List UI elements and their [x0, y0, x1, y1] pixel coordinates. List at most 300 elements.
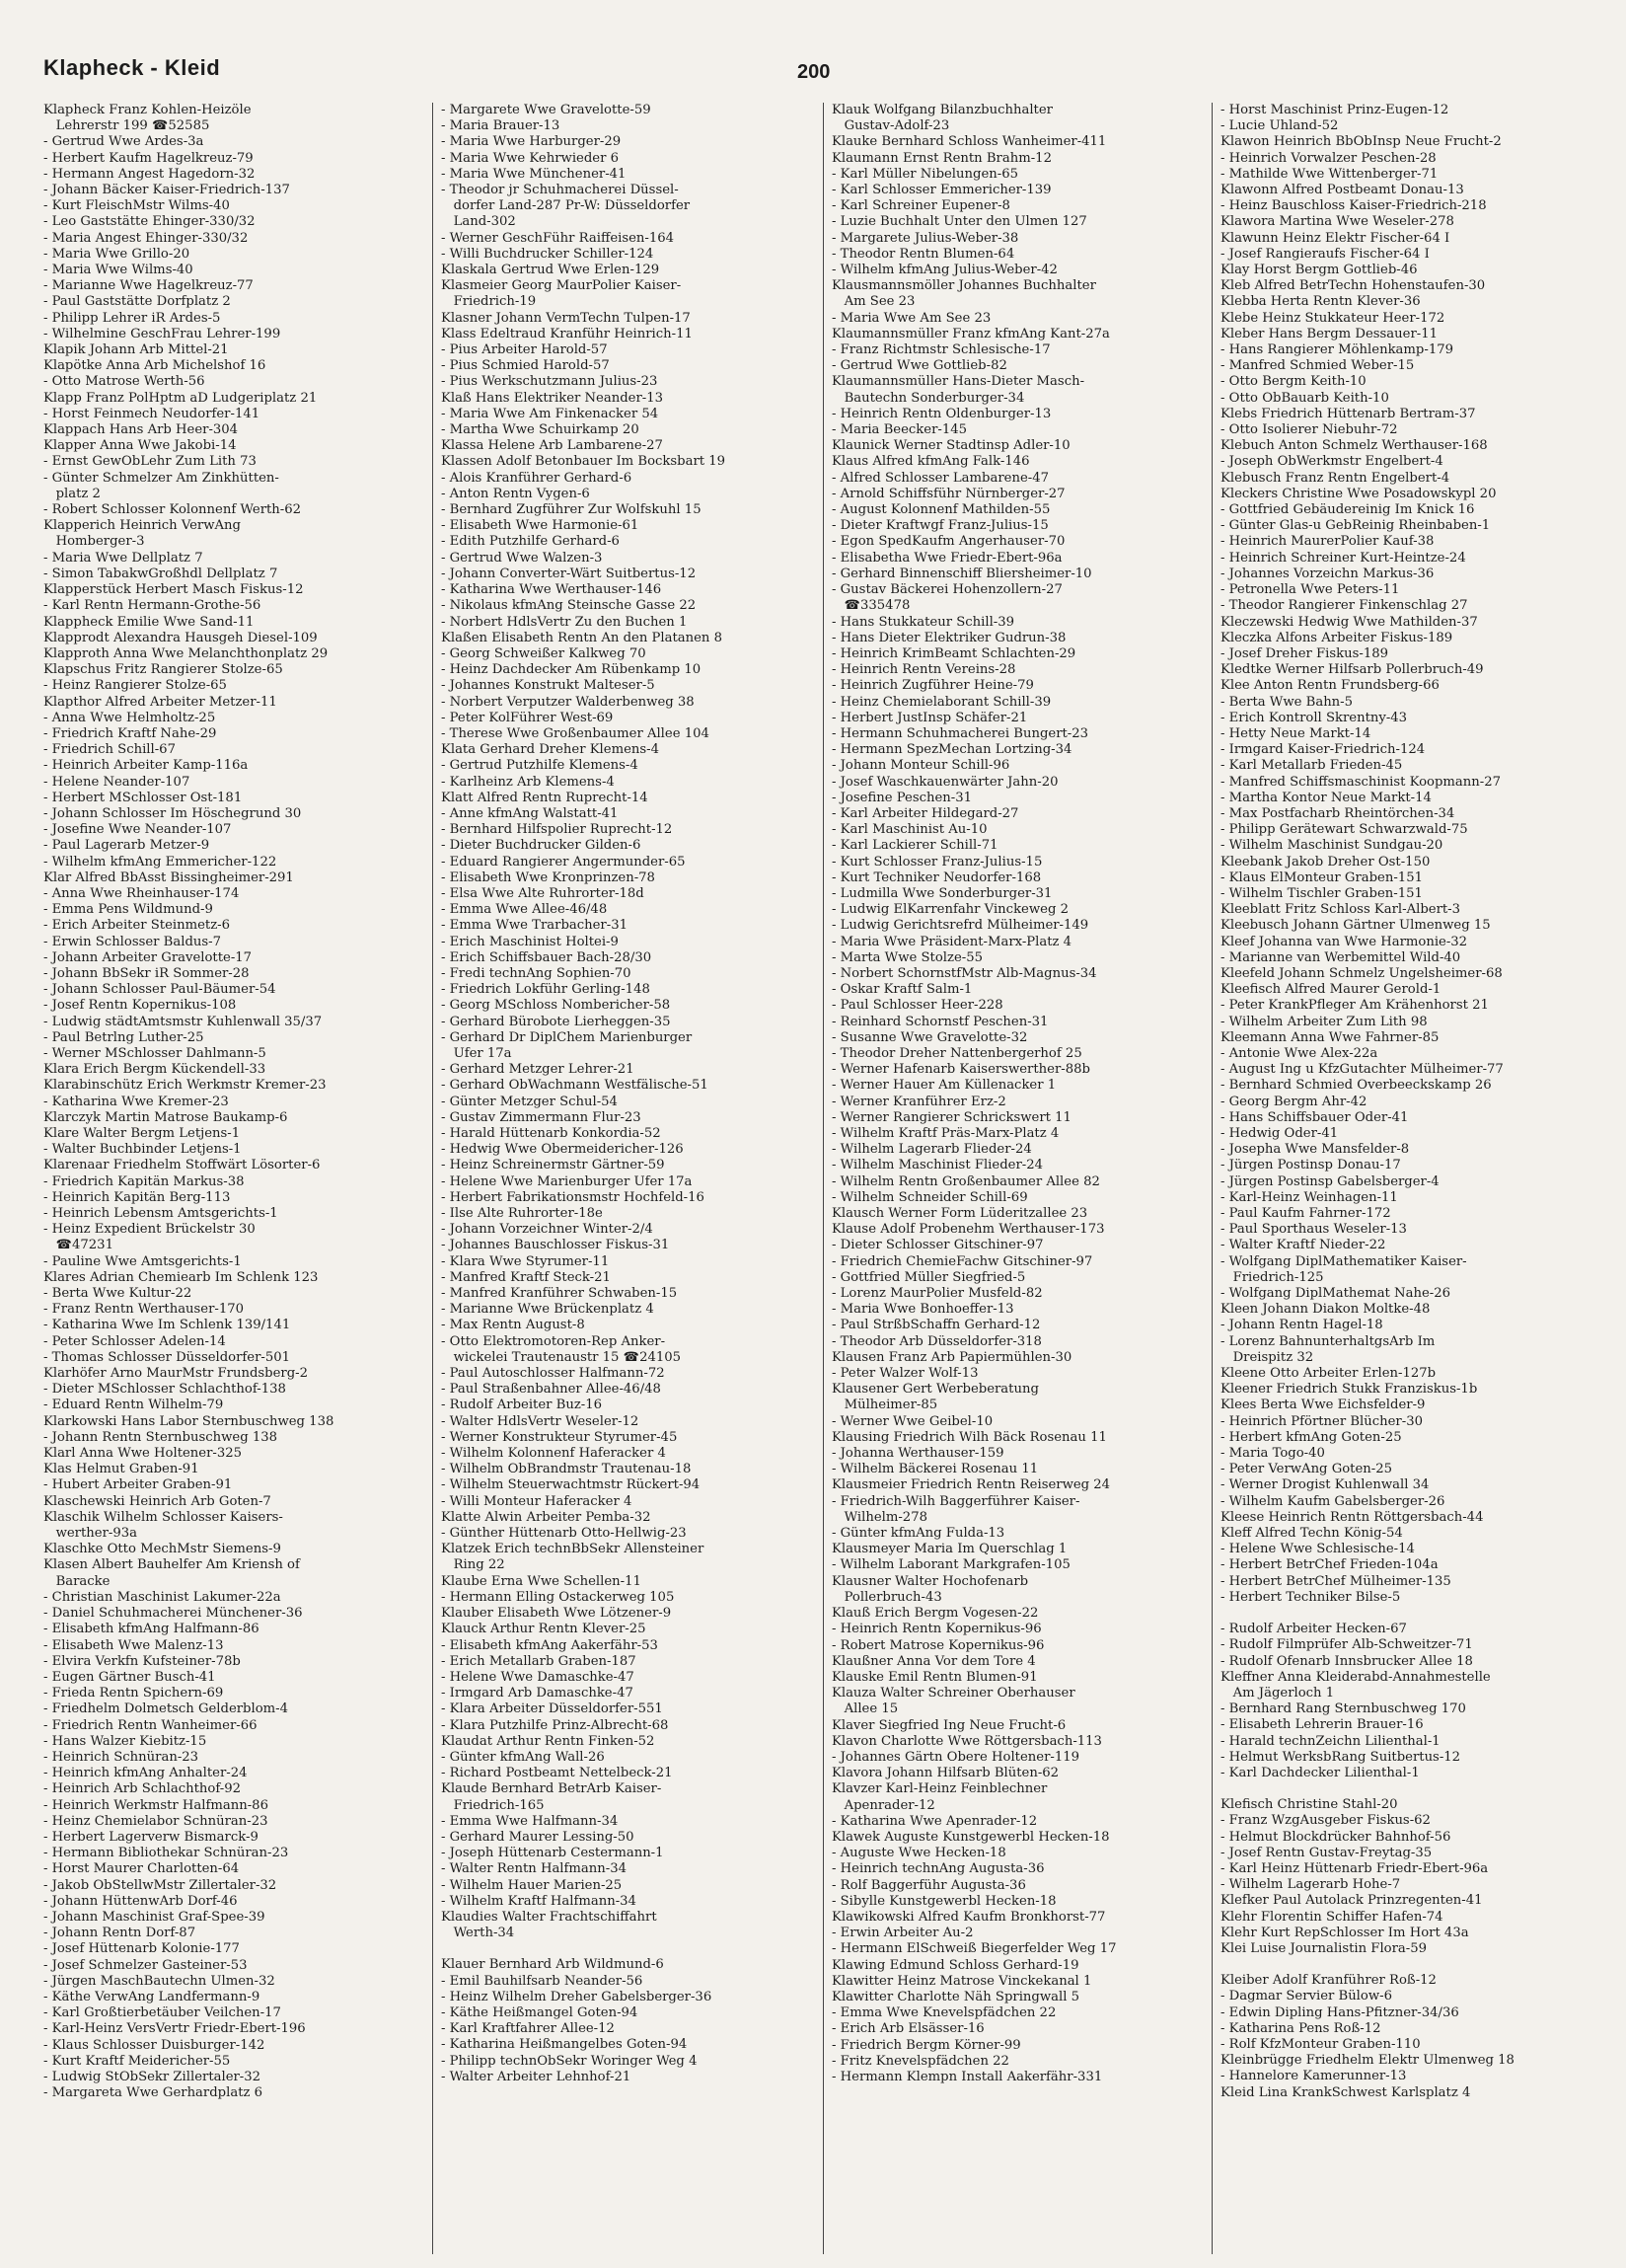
directory-entry: - Friedrich ChemieFachw Gitschiner-97 [832, 1253, 1093, 1269]
directory-entry: - Helmut WerksbRang Suitbertus-12 [1220, 1749, 1461, 1765]
directory-entry: - Otto Matrose Werth-56 [43, 374, 205, 390]
directory-entry: - Karl Dachdecker Lilienthal-1 [1220, 1765, 1420, 1780]
directory-entry: - Max Rentn August-8 [441, 1318, 585, 1333]
directory-entry: Klassa Helene Arb Lambarene-27 [441, 438, 663, 454]
directory-entry: - Sibylle Kunstgewerbl Hecken-18 [832, 1893, 1057, 1909]
directory-entry: - Walter Rentn Halfmann-34 [441, 1861, 627, 1877]
directory-entry: Klaußner Anna Vor dem Tore 4 [832, 1653, 1036, 1669]
directory-entry: - Elsa Wwe Alte Ruhrorter-18d [441, 885, 644, 901]
directory-entry: - Margareta Wwe Gerhardplatz 6 [43, 2085, 263, 2101]
directory-entry: - Elisabeth Wwe Malenz-13 [43, 1637, 224, 1653]
directory-entry: - Hermann Angest Hagedorn-32 [43, 166, 256, 182]
directory-entry: Klapprodt Alexandra Hausgeh Diesel-109 [43, 630, 318, 645]
directory-column-2 [432, 103, 816, 2254]
directory-entry: Kleebank Jakob Dreher Ost-150 [1220, 854, 1431, 869]
directory-entry: - Elvira Verkfn Kufsteiner-78b [43, 1653, 241, 1669]
directory-entry: - Dieter Schlosser Gitschiner-97 [832, 1238, 1044, 1253]
page-header [43, 55, 1583, 95]
directory-entry: - Josef Hüttenarb Kolonie-177 [43, 1941, 240, 1957]
directory-entry: - Daniel Schuhmacherei Münchener-36 [43, 1606, 303, 1622]
directory-entry: Klausen Franz Arb Papiermühlen-30 [832, 1349, 1072, 1365]
directory-entry: - Walter Buchbinder Letjens-1 [43, 1142, 242, 1158]
directory-entry: - Helene Wwe Schlesische-14 [1220, 1542, 1415, 1557]
directory-entry: - Wilhelm Laborant Markgrafen-105 [832, 1557, 1071, 1573]
directory-entry: - Wilhelm Tischler Graben-151 [1220, 885, 1423, 901]
directory-entry: Klaschke Otto MechMstr Siemens-9 [43, 1542, 281, 1557]
directory-entry: - Pauline Wwe Amtsgerichts-1 [43, 1253, 242, 1269]
directory-entry: - Marianne van Werbemittel Wild-40 [1220, 949, 1461, 965]
directory-entry: Klappach Hans Arb Heer-304 [43, 422, 239, 438]
directory-entry: Kleemann Anna Wwe Fahrner-85 [1220, 1029, 1440, 1045]
directory-entry: Klaschik Wilhelm Schlosser Kaisers- [43, 1509, 283, 1525]
directory-entry: - Wilhelm Rentn Großenbaumer Allee 82 [832, 1173, 1100, 1189]
directory-entry: - Norbert HdlsVertr Zu den Buchen 1 [441, 614, 688, 630]
directory-entry: Klaumann Ernst Rentn Brahm-12 [832, 150, 1052, 166]
directory-entry: - Erich Kontroll Skrentny-43 [1220, 710, 1408, 725]
directory-entry: - Werner GeschFühr Raiffeisen-164 [441, 230, 675, 246]
directory-entry: - Katharina Heißmangelbes Goten-94 [441, 2037, 688, 2053]
directory-entry: - Josef Schmelzer Gasteiner-53 [43, 1957, 248, 1973]
directory-entry: - Katharina Wwe Im Schlenk 139/141 [43, 1318, 291, 1333]
directory-entry: - Klara Wwe Styrumer-11 [441, 1253, 610, 1269]
directory-entry: - Heinrich Arbeiter Kamp-116a [43, 758, 249, 774]
directory-entry: - Emma Wwe Halfmann-34 [441, 1813, 619, 1829]
directory-entry: - Paul Schlosser Heer-228 [832, 998, 1003, 1014]
directory-entry: - Herbert BetrChef Mülheimer-135 [1220, 1573, 1451, 1589]
directory-entry: - Karl Heinz Hüttenarb Friedr-Ebert-96a [1220, 1860, 1489, 1876]
directory-entry: Klarl Anna Wwe Holtener-325 [43, 1446, 243, 1462]
directory-entry: - Katharina Wwe Werthauser-146 [441, 582, 662, 598]
directory-entry: - Hubert Arbeiter Graben-91 [43, 1477, 233, 1493]
directory-entry: - Rudolf Ofenarb Innsbrucker Allee 18 [1220, 1653, 1473, 1669]
directory-entry: - Ludwig ElKarrenfahr Vinckeweg 2 [832, 902, 1069, 918]
directory-entry: - Herbert BetrChef Frieden-104a [1220, 1557, 1439, 1573]
directory-entry: - Manfred Schmied Weber-15 [1220, 358, 1415, 374]
directory-entry: - Christian Maschinist Lakumer-22a [43, 1589, 281, 1605]
directory-entry: - Gertrud Wwe Ardes-3a [43, 134, 204, 150]
directory-entry: - Walter Arbeiter Lehnhof-21 [441, 2069, 631, 2084]
directory-entry: - Margarete Wwe Gravelotte-59 [441, 103, 651, 117]
directory-entry: - Norbert SchornstfMstr Alb-Magnus-34 [832, 965, 1097, 981]
directory-entry: - Hermann Bibliothekar Schnüran-23 [43, 1846, 289, 1861]
directory-entry: - Johann Rentn Sternbuschweg 138 [43, 1429, 278, 1445]
directory-entry: - Werner MSchlosser Dahlmann-5 [43, 1045, 266, 1061]
directory-entry: Klauß Erich Bergm Vogesen-22 [832, 1606, 1039, 1622]
directory-entry: Kleefeld Johann Schmelz Ungelsheimer-68 [1220, 965, 1503, 981]
directory-entry: - Manfred Schiffsmaschinist Koopmann-27 [1220, 774, 1502, 790]
directory-entry: Friedrich-125 [1220, 1269, 1324, 1285]
directory-entry: - Johann Rentn Hagel-18 [1220, 1318, 1383, 1333]
directory-entry: Klawonn Alfred Postbeamt Donau-13 [1220, 183, 1464, 198]
directory-entry: - Helene Wwe Marienburger Ufer 17a [441, 1173, 693, 1189]
directory-entry: - Max Postfacharb Rheintörchen-34 [1220, 805, 1455, 821]
directory-entry: - Werner Rangierer Schrickswert 11 [832, 1109, 1072, 1125]
directory-entry: - Rolf Baggerführ Augusta-36 [832, 1877, 1026, 1893]
directory-entry: - Harald technZeichn Lilienthal-1 [1220, 1733, 1441, 1749]
directory-entry: - Klaus ElMonteur Graben-151 [1220, 869, 1423, 885]
directory-entry: Kleese Heinrich Rentn Röttgersbach-44 [1220, 1509, 1484, 1525]
directory-entry: - Johannes Bauschlosser Fiskus-31 [441, 1238, 670, 1253]
directory-entry: - Therese Wwe Großenbaumer Allee 104 [441, 725, 709, 741]
directory-entry: - Paul Betrlng Luther-25 [43, 1029, 204, 1045]
directory-entry: Klauber Elisabeth Wwe Lötzener-9 [441, 1606, 672, 1622]
directory-entry: Kleb Alfred BetrTechn Hohenstaufen-30 [1220, 278, 1486, 294]
directory-entry: - Hans Schiffsbauer Oder-41 [1220, 1109, 1409, 1125]
directory-entry: - Heinrich Lebensm Amtsgerichts-1 [43, 1206, 278, 1222]
directory-entry: - Ernst GewObLehr Zum Lith 73 [43, 454, 257, 470]
directory-entry: - Manfred Kraftf Steck-21 [441, 1269, 611, 1285]
directory-entry: - Pius Werkschutzmann Julius-23 [441, 374, 658, 390]
directory-entry: - Bernhard Schmied Overbeeckskamp 26 [1220, 1078, 1492, 1094]
directory-entry: - Wilhelm kfmAng Julius-Weber-42 [832, 263, 1058, 278]
directory-entry: - Walter Kraftf Nieder-22 [1220, 1238, 1386, 1253]
directory-entry: - Herbert Kaufm Hagelkreuz-79 [43, 150, 254, 166]
directory-entry: - Leo Gaststätte Ehinger-330/32 [43, 214, 256, 230]
directory-entry: - Heinz Chemielaborant Schill-39 [832, 694, 1052, 710]
directory-entry: - Wilhelm Kaufm Gabelsberger-26 [1220, 1493, 1445, 1509]
directory-entry: - Robert Schlosser Kolonnenf Werth-62 [43, 502, 302, 518]
directory-entry: - Wilhelm Kolonnenf Haferacker 4 [441, 1446, 666, 1462]
directory-entry: - Heinrich Schreiner Kurt-Heintze-24 [1220, 550, 1466, 566]
directory-entry: Ring 22 [441, 1557, 505, 1573]
directory-entry: - Heinrich MaurerPolier Kauf-38 [1220, 534, 1435, 550]
directory-entry: Klapproth Anna Wwe Melanchthonplatz 29 [43, 645, 329, 661]
directory-entry: - Hedwig Wwe Obermeidericher-126 [441, 1142, 684, 1158]
directory-entry: - Anne kfmAng Walstatt-41 [441, 805, 619, 821]
directory-entry: Pollerbruch-43 [832, 1589, 942, 1605]
directory-entry: Klausmeier Friedrich Rentn Reiserweg 24 [832, 1477, 1111, 1493]
page-number: 200 [797, 61, 831, 83]
directory-entry: - Robert Matrose Kopernikus-96 [832, 1637, 1045, 1653]
directory-entry: - Eduard Rentn Wilhelm-79 [43, 1398, 224, 1413]
directory-entry: Klapperstück Herbert Masch Fiskus-12 [43, 582, 304, 598]
directory-entry: - Emma Wwe Knevelspfädchen 22 [832, 2005, 1057, 2021]
directory-entry: Klee Anton Rentn Frundsberg-66 [1220, 678, 1440, 694]
directory-entry: - Hans Rangierer Möhlenkamp-179 [1220, 342, 1453, 358]
directory-entry: - Elisabeth kfmAng Aakerfähr-53 [441, 1637, 658, 1653]
directory-entry: - Gerhard Bürobote Lierheggen-35 [441, 1014, 671, 1029]
directory-entry: - Johann HüttenwArb Dorf-46 [43, 1893, 238, 1909]
directory-entry: Klass Edeltraud Kranführ Heinrich-11 [441, 326, 693, 341]
directory-entry: - Erwin Arbeiter Au-2 [832, 1926, 974, 1941]
directory-entry: - Heinrich Werkmstr Halfmann-86 [43, 1797, 268, 1813]
directory-entry: - Hermann Klempn Install Aakerfähr-331 [832, 2069, 1103, 2084]
directory-entry: - Heinrich Rentn Vereins-28 [832, 662, 1016, 678]
directory-entry: - Arnold Schiffsführ Nürnberger-27 [832, 486, 1066, 501]
directory-entry: Klawing Edmund Schloss Gerhard-19 [832, 1957, 1079, 1973]
directory-entry: - Josef Rangieraufs Fischer-64 I [1220, 246, 1430, 262]
directory-entry: - Bernhard Hilfspolier Ruprecht-12 [441, 822, 673, 838]
directory-entry: Kleczewski Hedwig Wwe Mathilden-37 [1220, 614, 1478, 630]
directory-entry: - Dieter Buchdrucker Gilden-6 [441, 838, 641, 854]
directory-entry: - Edwin Dipling Hans-Pfitzner-34/36 [1220, 2004, 1459, 2020]
directory-entry: Klapperich Heinrich VerwAng [43, 518, 241, 534]
directory-entry: - Heinrich Schnüran-23 [43, 1749, 199, 1765]
directory-entry: - Lucie Uhland-52 [1220, 118, 1339, 134]
directory-entry: - Gerhard ObWachmann Westfälische-51 [441, 1078, 708, 1094]
directory-entry: - Klara Putzhilfe Prinz-Albrecht-68 [441, 1717, 669, 1733]
directory-entry: Friedrich-165 [441, 1797, 545, 1813]
directory-entry: - Theodor Rangierer Finkenschlag 27 [1220, 598, 1468, 614]
directory-entry: - Maria Wwe Kehrwieder 6 [441, 150, 619, 166]
directory-entry: - Josef Rentn Gustav-Freytag-35 [1220, 1845, 1433, 1860]
directory-entry: - Johannes Vorzeichn Markus-36 [1220, 566, 1435, 581]
directory-entry: - Otto Isolierer Niebuhr-72 [1220, 422, 1398, 438]
directory-entry: Klas Helmut Graben-91 [43, 1462, 199, 1477]
directory-entry: Friedrich-19 [441, 294, 537, 310]
directory-column-4 [1212, 103, 1595, 2254]
directory-entry: - Rudolf Arbeiter Hecken-67 [1220, 1622, 1407, 1637]
directory-entry: - Elisabeth Lehrerin Brauer-16 [1220, 1717, 1424, 1733]
directory-entry: - Werner Wwe Geibel-10 [832, 1413, 994, 1429]
directory-entry: - Herbert Techniker Bilse-5 [1220, 1589, 1401, 1605]
directory-entry: - Käthe Heißmangel Goten-94 [441, 2004, 638, 2020]
directory-entry: - Dieter MSchlosser Schlachthof-138 [43, 1382, 286, 1398]
directory-entry: - Heinz Schreinermstr Gärtner-59 [441, 1158, 665, 1173]
directory-entry: - Gertrud Putzhilfe Klemens-4 [441, 758, 638, 774]
directory-entry: Klawitter Charlotte Näh Springwall 5 [832, 1989, 1080, 2004]
directory-entry: Kleid Lina KrankSchwest Karlsplatz 4 [1220, 2084, 1471, 2100]
directory-entry: - Willi Monteur Haferacker 4 [441, 1493, 632, 1509]
directory-entry: Werth-34 [441, 1926, 515, 1941]
directory-entry: - Werner Hafenarb Kaiserswerther-88b [832, 1062, 1090, 1078]
directory-entry: Klausener Gert Werbeberatung [832, 1382, 1039, 1398]
directory-entry: - Johann Arbeiter Gravelotte-17 [43, 949, 253, 965]
directory-entry: - Maria Wwe Grillo-20 [43, 246, 190, 262]
directory-entry: Klapp Franz PolHptm aD Ludgeriplatz 21 [43, 390, 318, 406]
directory-entry: - Günter Glas-u GebReinig Rheinbaben-1 [1220, 518, 1491, 534]
directory-entry: - Wilhelm Hauer Marien-25 [441, 1877, 623, 1893]
directory-entry: - Harald Hüttenarb Konkordia-52 [441, 1126, 661, 1141]
directory-entry: - Horst Maurer Charlotten-64 [43, 1861, 240, 1877]
directory-entry: - Otto ObBauarb Keith-10 [1220, 390, 1389, 406]
directory-entry: - Peter Schlosser Adelen-14 [43, 1333, 226, 1349]
directory-entry: Klasmeier Georg MaurPolier Kaiser- [441, 278, 682, 294]
directory-entry: - Heinz Chemielabor Schnüran-23 [43, 1813, 268, 1829]
directory-entry: - Pius Schmied Harold-57 [441, 358, 610, 374]
directory-entry: - Thomas Schlosser Düsseldorfer-501 [43, 1349, 291, 1365]
directory-entry: - Maria Beecker-145 [832, 422, 968, 438]
directory-entry: - Georg MSchloss Nombericher-58 [441, 998, 671, 1014]
directory-entry: - August Ing u KfzGutachter Mülheimer-77 [1220, 1062, 1504, 1078]
directory-entry: platz 2 [43, 486, 101, 501]
directory-entry: - Katharina Wwe Apenrader-12 [832, 1813, 1038, 1829]
directory-columns [43, 103, 1589, 2254]
directory-entry: - Manfred Kranführer Schwaben-15 [441, 1286, 678, 1302]
directory-entry: - Karl Rentn Hermann-Grothe-56 [43, 598, 261, 614]
directory-entry: - Johann Rentn Dorf-87 [43, 1926, 196, 1941]
directory-entry: - Jakob ObStellwMstr Zillertaler-32 [43, 1877, 277, 1893]
directory-entry: Klaver Siegfried Ing Neue Frucht-6 [832, 1717, 1067, 1733]
directory-entry: - Rolf KfzMonteur Graben-110 [1220, 2036, 1421, 2052]
directory-entry: - Maria Togo-40 [1220, 1446, 1325, 1462]
directory-entry: - Heinrich Rentn Oldenburger-13 [832, 406, 1052, 421]
directory-entry: - Emma Pens Wildmund-9 [43, 902, 213, 918]
directory-entry: - Theodor Dreher Nattenbergerhof 25 [832, 1045, 1082, 1061]
directory-entry: - Dieter Kraftwgf Franz-Julius-15 [832, 518, 1049, 534]
directory-entry: - Gertrud Wwe Walzen-3 [441, 550, 603, 566]
directory-entry: - Maria Wwe Harburger-29 [441, 134, 622, 150]
directory-entry: - Helene Neander-107 [43, 774, 190, 790]
directory-entry: - Kurt FleischMstr Wilms-40 [43, 198, 230, 214]
directory-entry: - Franz Richtmstr Schlesische-17 [832, 342, 1051, 358]
directory-entry: - Ludwig Gerichtsrefrd Mülheimer-149 [832, 918, 1089, 934]
directory-entry: - Elisabeth Wwe Kronprinzen-78 [441, 869, 655, 885]
directory-entry: Kleinbrügge Friedhelm Elektr Ulmenweg 18 [1220, 2053, 1515, 2069]
directory-entry: - Katharina Pens Roß-12 [1220, 2020, 1381, 2036]
directory-entry: - Rudolf Arbeiter Buz-16 [441, 1398, 603, 1413]
directory-entry: Klarenaar Friedhelm Stoffwärt Lösorter-6 [43, 1158, 321, 1173]
directory-entry: - Paul Gaststätte Dorfplatz 2 [43, 294, 231, 310]
directory-entry: Klauke Bernhard Schloss Wanheimer-411 [832, 134, 1107, 150]
directory-entry: - Walter HdlsVertr Weseler-12 [441, 1413, 639, 1429]
directory-entry: Klawora Martina Wwe Weseler-278 [1220, 214, 1454, 230]
directory-entry: - Wilhelm Kraftf Präs-Marx-Platz 4 [832, 1126, 1060, 1141]
directory-entry: Allee 15 [832, 1701, 899, 1717]
directory-entry: - Gerhard Maurer Lessing-50 [441, 1829, 634, 1845]
directory-entry: - Karl Arbeiter Hildegard-27 [832, 805, 1019, 821]
directory-entry: - Heinrich Pförtner Blücher-30 [1220, 1413, 1423, 1429]
directory-entry: Klehr Kurt RepSchlosser Im Hort 43a [1220, 1925, 1469, 1940]
directory-entry [1220, 1606, 1595, 1622]
directory-entry: - Otto Elektromotoren-Rep Anker- [441, 1333, 666, 1349]
directory-entry: wickelei Trautenaustr 15 ☎24105 [441, 1349, 682, 1365]
directory-entry: - Erich Maschinist Holtei-9 [441, 934, 619, 949]
directory-entry: - Edith Putzhilfe Gerhard-6 [441, 534, 620, 550]
directory-entry: - Karl-Heinz VersVertr Friedr-Ebert-196 [43, 2021, 306, 2037]
directory-entry: - Friedrich Rentn Wanheimer-66 [43, 1717, 258, 1733]
directory-entry: - Petronella Wwe Peters-11 [1220, 582, 1400, 598]
directory-entry: - Jürgen MaschBautechn Ulmen-32 [43, 1973, 275, 1989]
directory-entry: - Friedrich Bergm Körner-99 [832, 2037, 1021, 2053]
directory-entry: - Anna Wwe Rheinhauser-174 [43, 885, 240, 901]
directory-entry: - Klara Arbeiter Düsseldorfer-551 [441, 1701, 663, 1717]
directory-entry: - Bernhard Zugführer Zur Wolfskuhl 15 [441, 502, 702, 518]
directory-entry: Klausmannsmöller Johannes Buchhalter [832, 278, 1096, 294]
directory-entry: Klefker Paul Autolack Prinzregenten-41 [1220, 1893, 1483, 1909]
directory-entry: - Karl Metallarb Frieden-45 [1220, 758, 1403, 774]
directory-entry: Klapötke Anna Arb Michelshof 16 [43, 358, 266, 374]
directory-entry: - Johann Vorzeichner Winter-2/4 [441, 1222, 653, 1238]
directory-entry: - Franz Rentn Werthauser-170 [43, 1302, 245, 1318]
directory-entry: - Marta Wwe Stolze-55 [832, 949, 983, 965]
directory-entry: - Jürgen Postinsp Gabelsberger-4 [1220, 1173, 1440, 1189]
directory-entry: - Werner Konstrukteur Styrumer-45 [441, 1429, 678, 1445]
directory-entry: Kledtke Werner Hilfsarb Pollerbruch-49 [1220, 662, 1484, 678]
directory-entry: - Heinrich Rentn Kopernikus-96 [832, 1622, 1042, 1637]
directory-entry: - Marianne Wwe Brückenplatz 4 [441, 1302, 654, 1318]
directory-entry: - Karl Müller Nibelungen-65 [832, 166, 1018, 182]
directory-entry: - Herbert Lagerverw Bismarck-9 [43, 1829, 259, 1845]
directory-entry: Klapheck Franz Kohlen-Heizöle [43, 103, 252, 117]
directory-entry: - Irmgard Kaiser-Friedrich-124 [1220, 742, 1426, 758]
directory-entry: - Wolfgang DiplMathematiker Kaiser- [1220, 1253, 1467, 1269]
directory-entry: Land-302 [441, 214, 516, 230]
directory-entry: - Klaus Schlosser Duisburger-142 [43, 2037, 265, 2053]
directory-entry: - Heinrich kfmAng Anhalter-24 [43, 1766, 248, 1781]
directory-entry: Klehr Florentin Schiffer Hafen-74 [1220, 1909, 1443, 1925]
directory-entry: - Paul Lagerarb Metzer-9 [43, 838, 210, 854]
directory-entry: - Johann BbSekr iR Sommer-28 [43, 965, 250, 981]
directory-entry: - Maria Brauer-13 [441, 118, 560, 134]
directory-entry: - Helmut Blockdrücker Bahnhof-56 [1220, 1829, 1451, 1845]
directory-entry: - Käthe VerwAng Landfermann-9 [43, 1989, 260, 2004]
directory-column-1 [43, 103, 418, 2254]
directory-entry: Klapik Johann Arb Mittel-21 [43, 342, 229, 358]
directory-entry: Kleiber Adolf Kranführer Roß-12 [1220, 1973, 1437, 1989]
directory-entry: - Werner Kranführer Erz-2 [832, 1094, 1006, 1109]
directory-entry: Klebusch Franz Rentn Engelbert-4 [1220, 470, 1450, 486]
directory-entry: - Johanna Werthauser-159 [832, 1446, 1004, 1462]
directory-entry: - Erich Arbeiter Steinmetz-6 [43, 918, 231, 934]
directory-entry: Klaßen Elisabeth Rentn An den Platanen 8 [441, 630, 722, 645]
directory-entry: - Friedrich Lokführ Gerling-148 [441, 982, 650, 998]
directory-entry: Klarczyk Martin Matrose Baukamp-6 [43, 1109, 288, 1125]
directory-entry: - Hans Stukkateur Schill-39 [832, 614, 1015, 630]
directory-entry: - Wolfgang DiplMathemat Nahe-26 [1220, 1286, 1450, 1302]
directory-entry: - Martha Wwe Schuirkamp 20 [441, 422, 639, 438]
directory-entry: Dreispitz 32 [1220, 1349, 1314, 1365]
directory-entry: Klar Alfred BbAsst Bissingheimer-291 [43, 869, 294, 885]
directory-entry: - Hans Dieter Elektriker Gudrun-38 [832, 630, 1067, 645]
directory-entry: - Wilhelm Steuerwachtmstr Rückert-94 [441, 1477, 701, 1493]
directory-entry: Klaß Hans Elektriker Neander-13 [441, 390, 663, 406]
directory-entry: - Hannelore Kamerunner-13 [1220, 2069, 1407, 2084]
directory-entry: - Johann Maschinist Graf-Spee-39 [43, 1909, 265, 1925]
directory-entry: Kleckers Christine Wwe Posadowskypl 20 [1220, 486, 1497, 501]
directory-entry: - Theodor jr Schuhmacherei Düssel- [441, 183, 679, 198]
directory-entry: - Willi Buchdrucker Schiller-124 [441, 246, 654, 262]
directory-entry: ☎335478 [832, 598, 911, 614]
directory-entry: - Heinrich Kapitän Berg-113 [43, 1189, 231, 1205]
directory-entry: Kleeblatt Fritz Schloss Karl-Albert-3 [1220, 902, 1461, 918]
directory-entry: - Erwin Schlosser Baldus-7 [43, 934, 221, 949]
directory-entry: - Karl-Heinz Weinhagen-11 [1220, 1189, 1398, 1205]
directory-entry: - Günter kfmAng Wall-26 [441, 1749, 605, 1765]
directory-entry: - Paul Autoschlosser Halfmann-72 [441, 1366, 665, 1382]
directory-entry: - Karl Maschinist Au-10 [832, 822, 988, 838]
directory-entry: - Friedrich Kraftf Nahe-29 [43, 725, 217, 741]
directory-entry: - Norbert Verputzer Walderbenweg 38 [441, 694, 695, 710]
directory-entry: Klarabinschütz Erich Werkmstr Kremer-23 [43, 1078, 327, 1094]
directory-entry: - Wilhelm kfmAng Emmericher-122 [43, 854, 277, 869]
directory-entry: - Maria Angest Ehinger-330/32 [43, 230, 249, 246]
directory-entry: - Berta Wwe Bahn-5 [1220, 694, 1354, 710]
directory-entry: - Maria Wwe Präsident-Marx-Platz 4 [832, 934, 1072, 949]
directory-entry: Klarhöfer Arno MaurMstr Frundsberg-2 [43, 1366, 309, 1382]
directory-entry: Klaude Bernhard BetrArb Kaiser- [441, 1781, 662, 1797]
directory-entry: Klawek Auguste Kunstgewerbl Hecken-18 [832, 1829, 1110, 1845]
directory-entry: - Jürgen Postinsp Donau-17 [1220, 1158, 1401, 1173]
directory-entry: - Josef Waschkauenwärter Jahn-20 [832, 774, 1059, 790]
directory-entry: Klasner Johann VermTechn Tulpen-17 [441, 310, 691, 326]
directory-entry: Klause Adolf Probenehm Werthauser-173 [832, 1222, 1105, 1238]
directory-entry: - Peter KrankPfleger Am Krähenhorst 21 [1220, 998, 1489, 1014]
directory-entry: - Margarete Julius-Weber-38 [832, 230, 1019, 246]
directory-entry: Klay Horst Bergm Gottlieb-46 [1220, 263, 1418, 278]
directory-entry: - Marianne Wwe Hagelkreuz-77 [43, 278, 254, 294]
directory-entry: Klaskala Gertrud Wwe Erlen-129 [441, 263, 660, 278]
directory-entry: - Maria Wwe Dellplatz 7 [43, 550, 203, 566]
directory-entry: - Josef Dreher Fiskus-189 [1220, 645, 1389, 661]
directory-entry: - Alfred Schlosser Lambarene-47 [832, 470, 1049, 486]
directory-entry: Am See 23 [832, 294, 916, 310]
directory-entry: Ufer 17a [441, 1045, 512, 1061]
directory-entry: Klauza Walter Schreiner Oberhauser [832, 1686, 1075, 1701]
directory-entry: Klares Adrian Chemiearb Im Schlenk 123 [43, 1269, 319, 1285]
directory-entry: Klapthor Alfred Arbeiter Metzer-11 [43, 694, 277, 710]
directory-entry: - Irmgard Arb Damaschke-47 [441, 1686, 633, 1701]
